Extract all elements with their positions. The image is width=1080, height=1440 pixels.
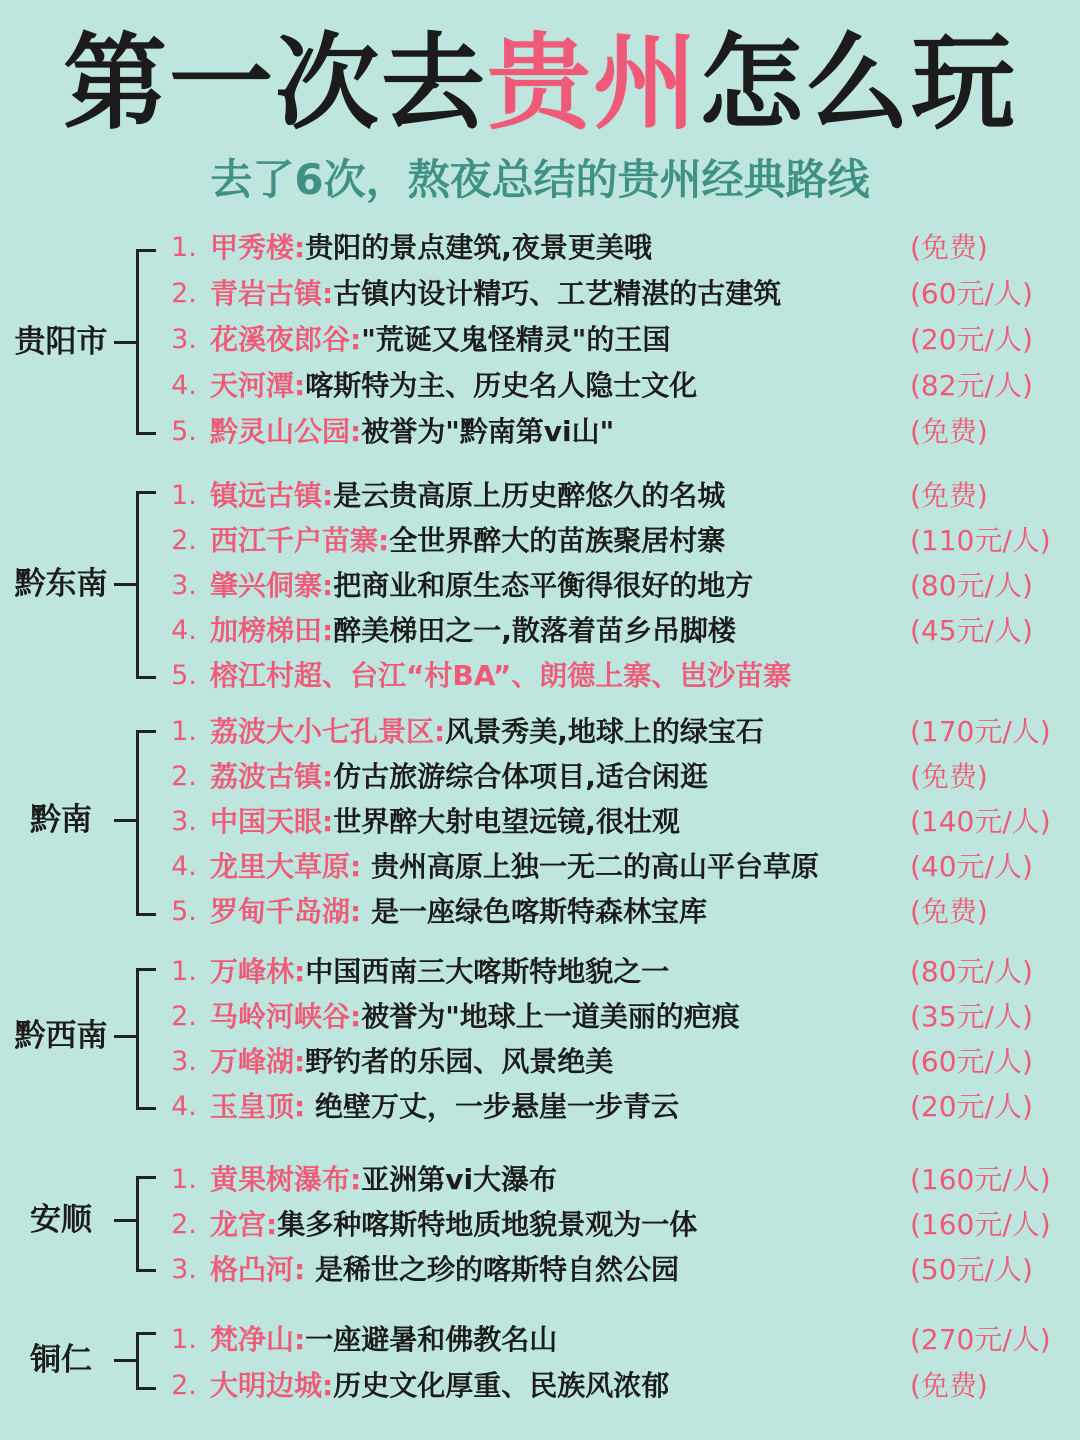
region-label: 贵阳市 <box>14 324 108 360</box>
attraction-desc: 绝壁万丈，一步悬崖一步青云 <box>305 1090 679 1123</box>
region-label: 黔东南 <box>14 566 108 602</box>
list-item <box>0 710 1080 754</box>
list-item <box>0 609 1080 653</box>
attraction-price: (82元/人) <box>910 369 1033 402</box>
list-item <box>0 410 1080 454</box>
attraction-price: (免费) <box>910 895 988 928</box>
attraction-desc: 喀斯特为主、历史名人隐士文化 <box>305 369 698 402</box>
attraction-price: (免费) <box>910 231 988 264</box>
item-number: 1. <box>171 1164 197 1195</box>
item-number: 1. <box>171 1324 197 1355</box>
attraction-desc: 是一座绿色喀斯特森林宝库 <box>361 895 707 928</box>
list-item <box>0 890 1080 934</box>
item-number: 5. <box>171 896 197 927</box>
list-item <box>0 1085 1080 1129</box>
attraction-price: (免费) <box>910 760 988 793</box>
attraction-price: (40元/人) <box>910 850 1033 883</box>
attraction-desc: 是云贵高原上历史醉悠久的名城 <box>333 479 726 512</box>
attraction-desc: 贵州高原上独一无二的高山平台草原 <box>361 850 819 883</box>
attraction-desc: 贵阳的景点建筑,夜景更美哦 <box>305 231 652 264</box>
list-item <box>0 800 1080 844</box>
attraction-name: 罗甸千岛湖: <box>210 895 362 928</box>
item-number: 3. <box>171 570 197 601</box>
attraction-desc: 世界醉大射电望远镜,很壮观 <box>333 805 680 838</box>
attraction-name: 甲秀楼: <box>210 231 306 264</box>
attraction-price: (140元/人) <box>910 805 1051 838</box>
attraction-name: 镇远古镇: <box>210 479 334 512</box>
attraction-desc: 醉美梯田之一,散落着苗乡吊脚楼 <box>333 614 736 647</box>
attraction-name: 西江千户苗寨: <box>210 524 390 557</box>
list-item <box>0 474 1080 518</box>
attraction-name: 花溪夜郎谷: <box>210 323 362 356</box>
item-number: 3. <box>171 1254 197 1285</box>
item-number: 2. <box>171 278 197 309</box>
item-number: 4. <box>171 615 197 646</box>
item-number: 1. <box>171 956 197 987</box>
attraction-desc: 历史文化厚重、民族风浓郁 <box>333 1369 670 1402</box>
item-number: 2. <box>171 1370 197 1401</box>
attraction-desc: 全世界醉大的苗族聚居村寨 <box>389 524 726 557</box>
region-label: 铜仁 <box>30 1342 92 1378</box>
item-number: 4. <box>171 851 197 882</box>
attraction-price: (80元/人) <box>910 569 1033 602</box>
attraction-desc: 把商业和原生态平衡得很好的地方 <box>333 569 754 602</box>
attraction-name: 龙宫: <box>210 1208 278 1241</box>
subtitle: 去了6次，熬夜总结的贵州经典路线 <box>210 155 870 204</box>
item-number: 3. <box>171 1046 197 1077</box>
region-label: 安顺 <box>30 1202 92 1238</box>
list-item <box>0 226 1080 270</box>
attraction-name: 玉皇顶: <box>210 1090 306 1123</box>
attraction-name: 马岭河峡谷: <box>210 1000 362 1033</box>
attraction-price: (35元/人) <box>910 1000 1033 1033</box>
list-item <box>0 1318 1080 1362</box>
list-item <box>0 1040 1080 1084</box>
attraction-name: 中国天眼: <box>210 805 334 838</box>
page-title <box>0 18 1080 148</box>
attraction-name: 加榜梯田: <box>210 614 334 647</box>
item-number: 3. <box>171 806 197 837</box>
attraction-price: (60元/人) <box>910 1045 1033 1078</box>
attraction-desc: 集多种喀斯特地质地貌景观为一体 <box>277 1208 698 1241</box>
attraction-price: (45元/人) <box>910 614 1033 647</box>
attraction-name: 大明边城: <box>210 1369 334 1402</box>
attraction-desc: "荒诞又鬼怪精灵"的王国 <box>361 323 671 356</box>
title-highlight: 贵州 <box>486 22 699 144</box>
attraction-name: 青岩古镇: <box>210 277 334 310</box>
list-item <box>0 1248 1080 1292</box>
region-label: 黔西南 <box>14 1018 108 1054</box>
attraction-price: (160元/人) <box>910 1163 1051 1196</box>
list-item <box>0 845 1080 889</box>
attraction-price: (20元/人) <box>910 323 1033 356</box>
attraction-name: 天河潭: <box>210 369 306 402</box>
attraction-price: (20元/人) <box>910 1090 1033 1123</box>
attraction-desc: 风景秀美,地球上的绿宝石 <box>445 715 764 748</box>
attraction-price: (60元/人) <box>910 277 1033 310</box>
item-number: 5. <box>171 660 197 691</box>
attraction-name: 黄果树瀑布: <box>210 1163 362 1196</box>
attraction-price: (50元/人) <box>910 1253 1033 1286</box>
attraction-desc: 被誉为"地球上一道美丽的疤痕 <box>361 1000 740 1033</box>
attraction-name: 榕江村超、台江“村BA”、朗德上寨、岜沙苗寨 <box>210 659 792 692</box>
attraction-name: 龙里大草原: <box>210 850 362 883</box>
list-item <box>0 1203 1080 1247</box>
title-after: 怎么玩 <box>699 22 1018 144</box>
attraction-desc: 被誉为"黔南第vi山" <box>361 415 615 448</box>
list-item <box>0 950 1080 994</box>
attraction-desc: 是稀世之珍的喀斯特自然公园 <box>305 1253 679 1286</box>
item-number: 2. <box>171 761 197 792</box>
item-number: 1. <box>171 480 197 511</box>
attraction-price: (160元/人) <box>910 1208 1051 1241</box>
attraction-price: (免费) <box>910 415 988 448</box>
attraction-desc: 古镇内设计精巧、工艺精湛的古建筑 <box>333 277 782 310</box>
list-item <box>0 995 1080 1039</box>
item-number: 3. <box>171 324 197 355</box>
attraction-desc: 仿古旅游综合体项目,适合闲逛 <box>333 760 708 793</box>
item-number: 1. <box>171 232 197 263</box>
attraction-price: (免费) <box>910 479 988 512</box>
attraction-name: 格凸河: <box>210 1253 306 1286</box>
attraction-price: (110元/人) <box>910 524 1051 557</box>
item-number: 4. <box>171 370 197 401</box>
attraction-name: 梵净山: <box>210 1323 306 1356</box>
list-item <box>0 755 1080 799</box>
attraction-desc: 一座避暑和佛教名山 <box>305 1323 558 1356</box>
list-item <box>0 1158 1080 1202</box>
list-item <box>0 1364 1080 1408</box>
list-item <box>0 364 1080 408</box>
attraction-price: (80元/人) <box>910 955 1033 988</box>
attraction-name: 荔波古镇: <box>210 760 334 793</box>
attraction-desc: 野钓者的乐园、风景绝美 <box>305 1045 614 1078</box>
attraction-name: 肇兴侗寨: <box>210 569 334 602</box>
attraction-desc: 中国西南三大喀斯特地貌之一 <box>305 955 670 988</box>
attraction-name: 万峰湖: <box>210 1045 306 1078</box>
attraction-price: (免费) <box>910 1369 988 1402</box>
list-item <box>0 272 1080 316</box>
list-item <box>0 318 1080 362</box>
attraction-name: 荔波大小七孔景区: <box>210 715 446 748</box>
attraction-name: 黔灵山公园: <box>210 415 362 448</box>
attraction-price: (170元/人) <box>910 715 1051 748</box>
region-label: 黔南 <box>30 802 92 838</box>
attraction-name: 万峰林: <box>210 955 306 988</box>
item-number: 1. <box>171 716 197 747</box>
item-number: 2. <box>171 1209 197 1240</box>
item-number: 4. <box>171 1091 197 1122</box>
title-before: 第一次去 <box>62 22 487 144</box>
item-number: 5. <box>171 416 197 447</box>
list-item <box>0 519 1080 563</box>
list-item <box>0 564 1080 608</box>
list-item <box>0 654 1080 698</box>
attraction-price: (270元/人) <box>910 1323 1051 1356</box>
attraction-desc: 亚洲第vi大瀑布 <box>361 1163 558 1196</box>
item-number: 2. <box>171 525 197 556</box>
item-number: 2. <box>171 1001 197 1032</box>
